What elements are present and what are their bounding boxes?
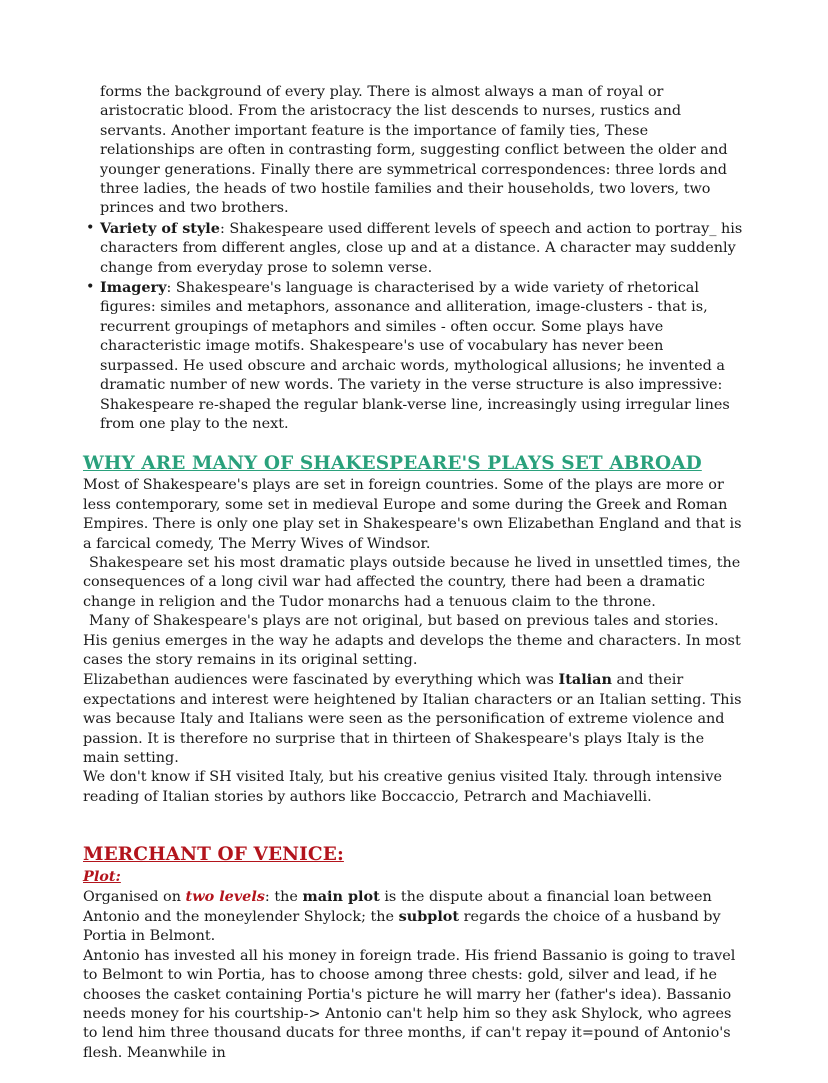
bullet-text: : Shakespeare used different levels of speech and action to portray_ his characters from different angles, close up and at a distance. A character may suddenly change from everyday prose to solemn verse. — [100, 220, 743, 276]
paragraph: We don't know if SH visited Italy, but his creative genius visited Italy. through intensive reading of Italian stories by authors like Boccaccio, Petrarch and Machiavelli. — [83, 769, 722, 805]
bullet-term: Imagery — [100, 279, 167, 297]
bullet-term: Variety of style — [100, 219, 220, 237]
bold-term: main plot — [302, 887, 380, 905]
emphasis-two-levels: two levels — [185, 887, 265, 905]
intro-paragraph: forms the background of every play. There is almost always a man of royal or aristocratic blood. From the aristocracy the list descends to nurses, rustics and servants. Another important feature is the importance of family ties, These relationships are often in contrasting form, suggesting conflict between the older and younger generations. Finally there are symmetrical correspondences: three lords and three ladies, the heads of two hostile families and their households, two lovers, two princes and two brothers. — [100, 84, 728, 217]
subheading-plot: Plot: — [83, 868, 121, 886]
paragraph: Many of Shakespeare's plays are not original, but based on previous tales and stories. His genius emerges in the way he adapts and develops the theme and characters. In most cases the story remains in its original setting. — [83, 613, 741, 668]
paragraph: Elizabethan audiences were fascinated by everything which was Italian and their expectations and interest were heightened by Italian characters or an Italian setting. This was because Italy and Italians were seen as the personification of extreme violence and passion. It is therefore no surprise that in thirteen of Shakespeare's plays Italy is the main setting. — [83, 671, 742, 766]
list-item — [83, 219, 743, 278]
document-page — [83, 83, 743, 1063]
list-item — [83, 278, 743, 434]
bold-term: subplot — [398, 908, 460, 926]
bold-term: Italian — [558, 671, 612, 689]
feature-list — [83, 219, 743, 434]
paragraph: Antonio has invested all his money in foreign trade. His friend Bassanio is going to travel to Belmont to win Portia, has to choose among three chests: gold, silver and lead, if he chooses the casket containing Portia's picture he will marry her (father's idea). Bassanio needs money for his courtship-> Antonio can't help him so they ask Shylock, who agrees to lend him three thousand ducats for three months, if can't repay it=pound of Antonio's flesh. Meanwhile in — [83, 947, 736, 1061]
paragraph: Shakespeare set his most dramatic plays outside because he lived in unsettled times, the consequences of a long civil war had affected the country, there had been a dramatic change in religion and the Tudor monarchs had a tenuous claim to the throne. — [83, 554, 741, 610]
bullet-text: : Shakespeare's language is characterised by a wide variety of rhetorical figures: similes and metaphors, assonance and alliteration, image-clusters - that is, recurrent groupings of metaphors and similes - often occur. Some plays have characteristic image motifs. Shakespeare's use of vocabulary has never been surpassed. He used obscure and archaic words, mythological allusions; he invented a dramatic number of new words. The variety in the verse structure is also impressive: Shakespeare re-shaped the regular blank-verse line, increasingly using irregular lines from one play to the next. — [100, 280, 730, 432]
section-heading-abroad: WHY ARE MANY OF SHAKESPEARE'S PLAYS SET ABROAD — [83, 453, 702, 475]
section-heading-merchant: MERCHANT OF VENICE: — [83, 844, 344, 866]
paragraph: Organised on two levels: the main plot is the dispute about a financial loan between Antonio and the moneylender Shylock; the subplot regards the choice of a husband by Portia in Belmont. — [83, 887, 721, 945]
paragraph: Most of Shakespeare's plays are set in foreign countries. Some of the plays are more or less contemporary, some set in medieval Europe and some during the Greek and Roman Empires. There is only one play set in Shakespeare's own Elizabethan England and that is a farcical comedy, The Merry Wives of Windsor. — [83, 477, 742, 552]
